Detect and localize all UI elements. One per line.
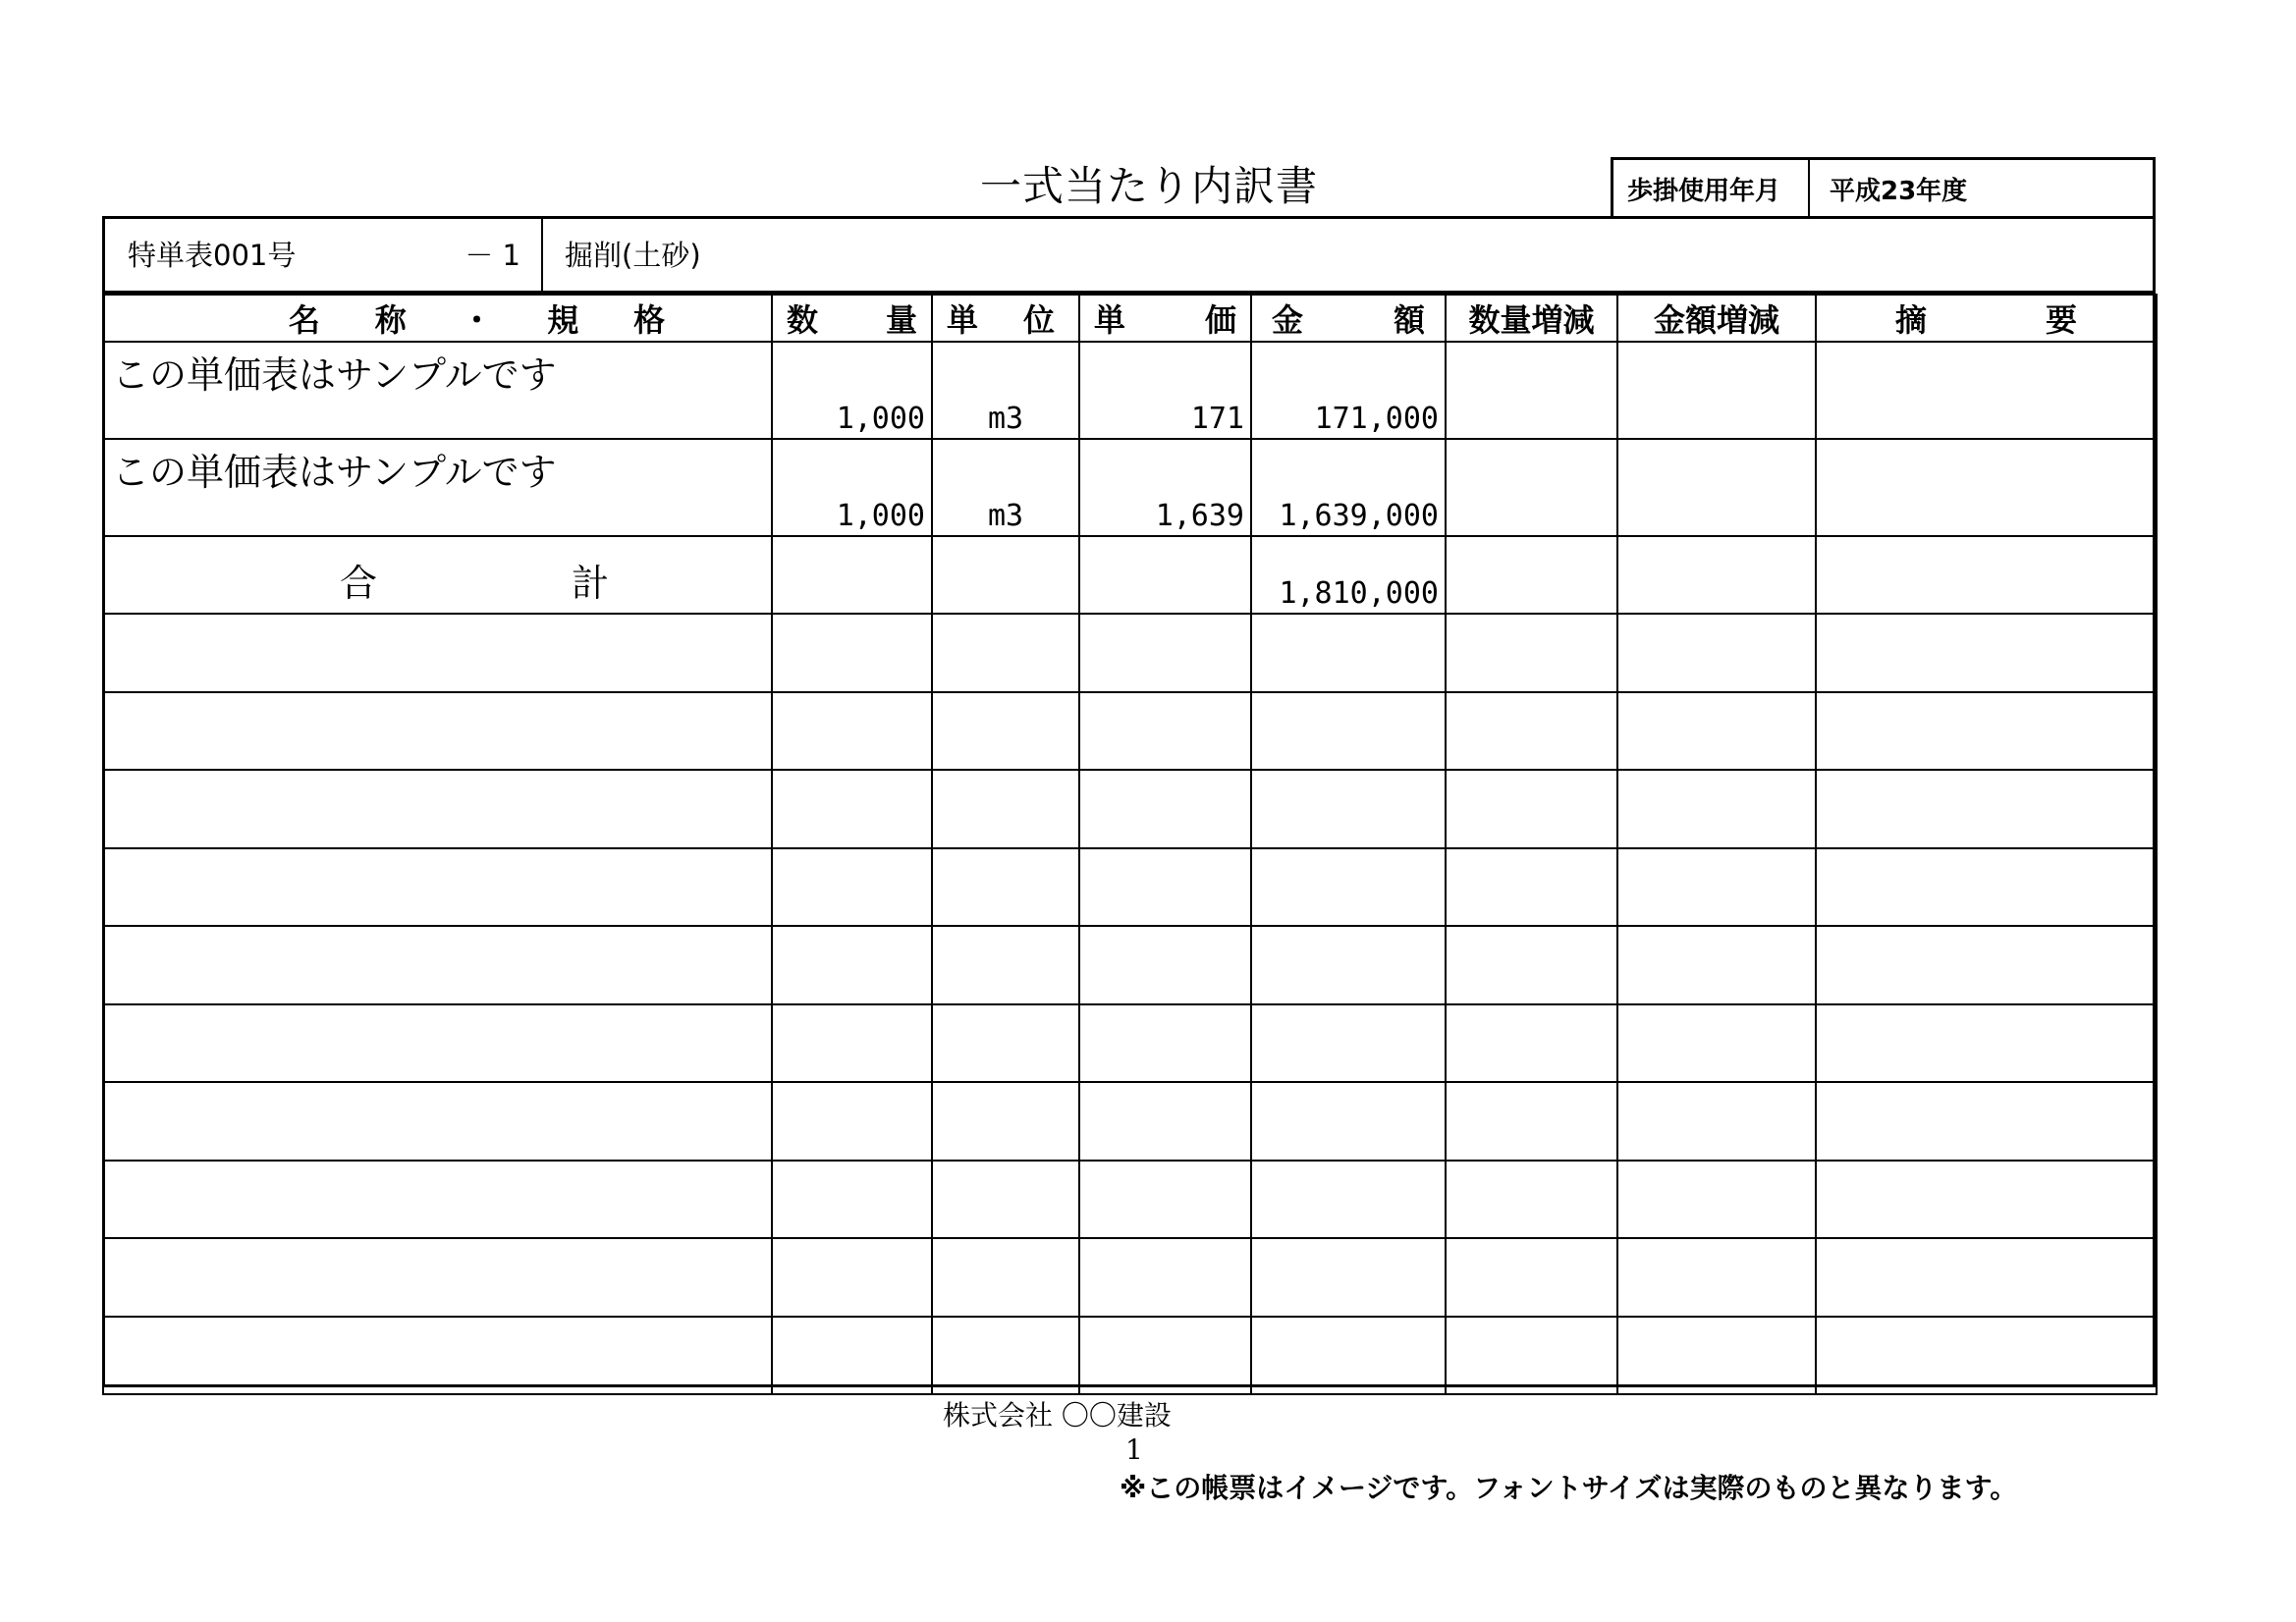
header-remarks: 摘 要 xyxy=(1816,295,2157,342)
meta-box xyxy=(1611,157,2156,218)
header-amt-change: 金額増減 xyxy=(1617,295,1816,342)
header-name: 名 称 ・ 規 格 xyxy=(103,295,772,342)
item-name: 掘削(土砂) xyxy=(565,238,701,272)
breakdown-table xyxy=(102,294,2158,1395)
row-quantity: 1,000 xyxy=(772,342,932,439)
total-row xyxy=(103,536,2157,614)
document-title: 一式当たり内訳書 xyxy=(979,162,1318,210)
row-unit: m3 xyxy=(932,342,1079,439)
empty-row xyxy=(103,1317,2157,1395)
row-quantity: 1,000 xyxy=(772,439,932,536)
empty-row xyxy=(103,1082,2157,1161)
empty-row xyxy=(103,1238,2157,1317)
row-amount: 171,000 xyxy=(1251,342,1446,439)
row-name: この単価表はサンプルです xyxy=(112,451,557,494)
page-number: 1 xyxy=(1125,1433,1143,1466)
meta-label: 歩掛使用年月 xyxy=(1613,160,1810,218)
empty-row xyxy=(103,926,2157,1004)
header-qty-change: 数量増減 xyxy=(1446,295,1617,342)
company-name: 株式会社 〇〇建設 xyxy=(943,1399,1172,1432)
total-amount: 1,810,000 xyxy=(1251,536,1446,614)
header-amount: 金 額 xyxy=(1251,295,1446,342)
row-unit: m3 xyxy=(932,439,1079,536)
total-label: 合 計 xyxy=(103,536,772,614)
empty-row xyxy=(103,1161,2157,1239)
code-row xyxy=(102,216,2156,294)
row-amount: 1,639,000 xyxy=(1251,439,1446,536)
empty-row xyxy=(103,770,2157,848)
header-unit-price: 単 価 xyxy=(1079,295,1251,342)
code-sub: － 1 xyxy=(465,238,520,272)
empty-row xyxy=(103,848,2157,927)
table-row xyxy=(103,342,2157,439)
header-unit: 単 位 xyxy=(932,295,1079,342)
header-row xyxy=(103,295,2157,342)
empty-row xyxy=(103,692,2157,771)
disclaimer-note: ※この帳票はイメージです。フォントサイズは実際のものと異なります。 xyxy=(1120,1472,2018,1504)
row-name: この単価表はサンプルです xyxy=(112,353,557,397)
meta-value: 平成23年度 xyxy=(1830,177,1968,206)
empty-row xyxy=(103,614,2157,692)
code-cell xyxy=(102,216,543,291)
row-unit-price: 1,639 xyxy=(1079,439,1251,536)
empty-row xyxy=(103,1004,2157,1083)
code-number: 特単表001号 xyxy=(128,238,297,272)
table-row xyxy=(103,439,2157,536)
header-quantity: 数 量 xyxy=(772,295,932,342)
row-unit-price: 171 xyxy=(1079,342,1251,439)
